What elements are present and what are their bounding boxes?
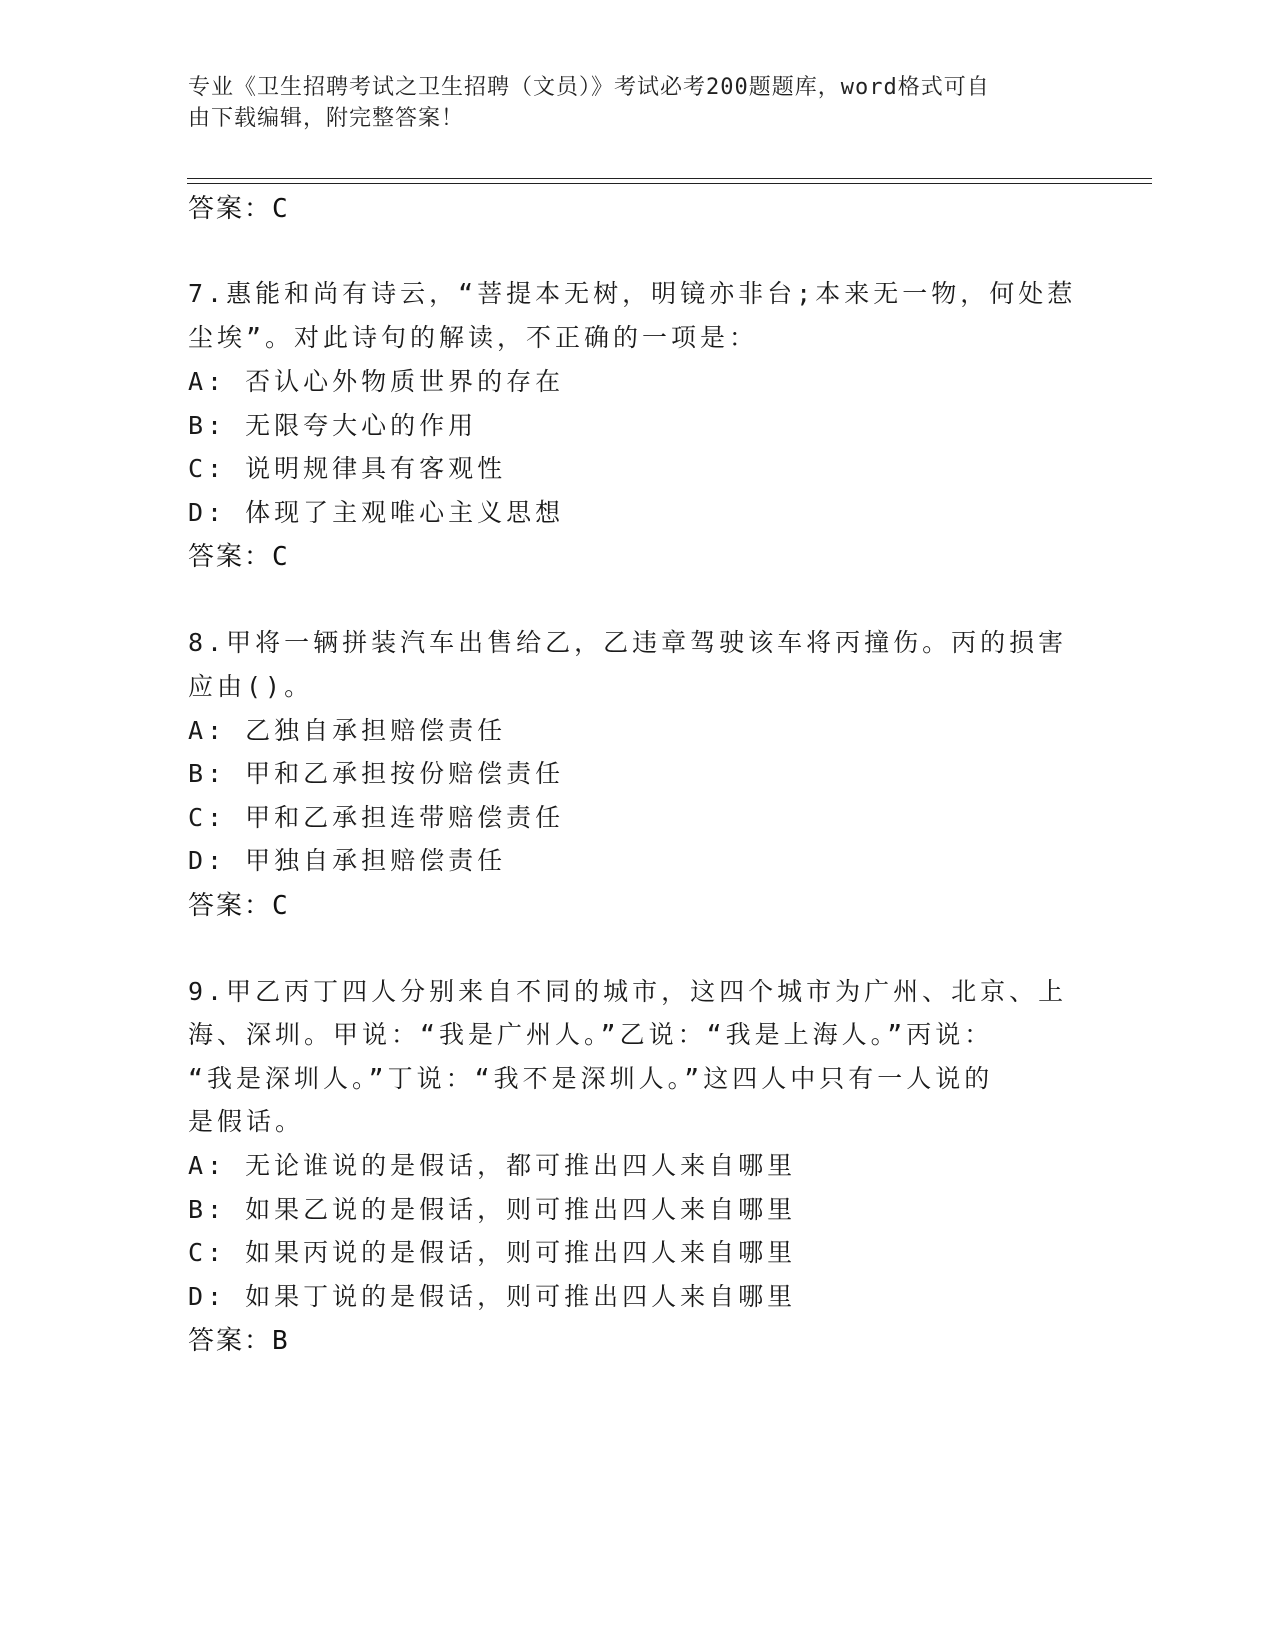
answer-value: C xyxy=(272,542,290,572)
answer-line xyxy=(188,1320,290,1357)
answer-value: C xyxy=(272,891,290,921)
question-text: 尘埃”。对此诗句的解读，不正确的一项是： xyxy=(188,323,759,352)
question-text: 海、深圳。甲说：“我是广州人。”乙说：“我是上海人。”丙说： xyxy=(188,1020,994,1049)
option-b: B: 甲和乙承担按份赔偿责任 xyxy=(188,759,565,788)
answer-line xyxy=(188,536,290,573)
header-divider xyxy=(187,183,1152,184)
answer-label: 答案： xyxy=(188,891,273,921)
question-text: 7.惠能和尚有诗云，“菩提本无树，明镜亦非台;本来无一物，何处惹 xyxy=(188,279,1077,308)
question-text: 应由()。 xyxy=(188,672,314,701)
header-line: 专业《卫生招聘考试之卫生招聘（文员）》考试必考200题题库，word格式可自 xyxy=(188,75,990,100)
question-text: “我是深圳人。”丁说：“我不是深圳人。”这四人中只有一人说的 xyxy=(188,1064,994,1093)
page-header xyxy=(188,72,1068,134)
answer-value: C xyxy=(272,194,290,224)
answer-label: 答案： xyxy=(188,542,273,572)
option-c: C: 如果丙说的是假话，则可推出四人来自哪里 xyxy=(188,1238,797,1267)
answer-line xyxy=(188,885,290,922)
option-c: C: 说明规律具有客观性 xyxy=(188,454,507,483)
option-b: B: 无限夸大心的作用 xyxy=(188,411,478,440)
option-d: D: 甲独自承担赔偿责任 xyxy=(188,846,507,875)
answer-label: 答案： xyxy=(188,194,273,224)
option-b: B: 如果乙说的是假话，则可推出四人来自哪里 xyxy=(188,1195,797,1224)
option-a: A: 乙独自承担赔偿责任 xyxy=(188,716,507,745)
option-a: A: 无论谁说的是假话，都可推出四人来自哪里 xyxy=(188,1151,797,1180)
option-a: A: 否认心外物质世界的存在 xyxy=(188,367,565,396)
option-d: D: 如果丁说的是假话，则可推出四人来自哪里 xyxy=(188,1282,797,1311)
question-text: 8.甲将一辆拼装汽车出售给乙，乙违章驾驶该车将丙撞伤。丙的损害 xyxy=(188,628,1068,657)
question-text: 是假话。 xyxy=(188,1107,305,1136)
question-text: 9.甲乙丙丁四人分别来自不同的城市，这四个城市为广州、北京、上 xyxy=(188,977,1068,1006)
option-d: D: 体现了主观唯心主义思想 xyxy=(188,498,565,527)
answer-label: 答案： xyxy=(188,1326,273,1356)
header-line: 由下载编辑，附完整答案！ xyxy=(188,106,465,131)
answer-value: B xyxy=(272,1326,290,1356)
header-divider xyxy=(187,178,1152,179)
answer-line xyxy=(188,188,290,225)
option-c: C: 甲和乙承担连带赔偿责任 xyxy=(188,803,565,832)
